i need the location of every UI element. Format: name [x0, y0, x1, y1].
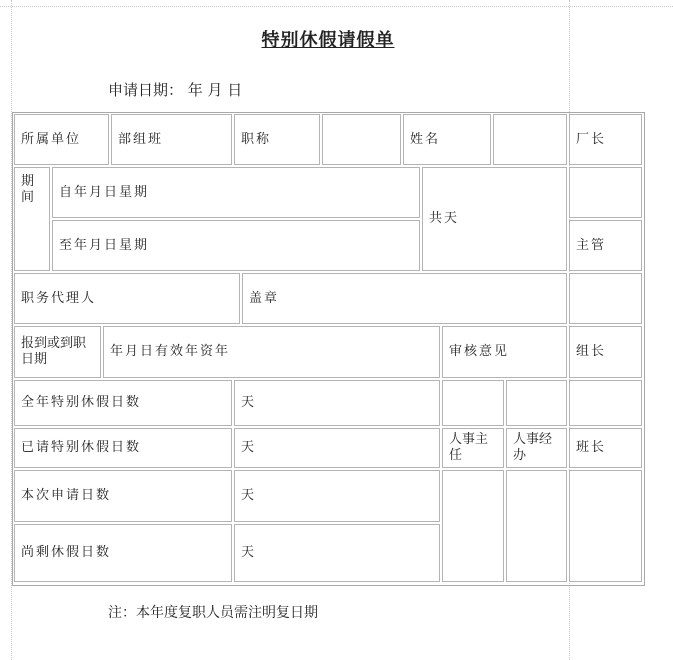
- total-days-label: 共天: [422, 167, 567, 271]
- factory-head-sign[interactable]: [569, 167, 642, 218]
- application-date: 申请日期： 年 月 日: [108, 81, 243, 99]
- name-value[interactable]: [493, 114, 567, 165]
- remaining-days-value[interactable]: 天: [234, 524, 440, 582]
- period-from-label: 自年月日星期: [52, 167, 420, 218]
- review-empty-2: [506, 380, 567, 426]
- remaining-days-label: 尚剩休假日数: [14, 524, 232, 582]
- position-value[interactable]: [322, 114, 401, 165]
- unit-label: 所属单位: [14, 114, 109, 165]
- hr-staff-label: 人事经办: [506, 428, 567, 468]
- supervisor-sign[interactable]: [569, 273, 642, 324]
- footer-note: 注：本年度复职人员需注明复日期: [108, 605, 318, 621]
- current-days-label: 本次申请日数: [14, 470, 232, 522]
- group-leader-label: 组长: [569, 326, 642, 378]
- position-label: 职称: [234, 114, 320, 165]
- shift-leader-label: 班长: [569, 428, 642, 468]
- review-opinion-label: 审核意见: [442, 326, 567, 378]
- valid-years-label: 年月日有效年资年: [103, 326, 440, 378]
- used-days-label: 已请特别休假日数: [14, 428, 232, 468]
- page-guide-top: [0, 6, 673, 7]
- review-empty-1: [442, 380, 504, 426]
- seal-label: 盖章: [242, 273, 567, 324]
- current-days-value[interactable]: 天: [234, 470, 440, 522]
- shift-leader-sign[interactable]: [569, 470, 642, 582]
- period-to-label: 至年月日星期: [52, 220, 420, 271]
- hr-head-label: 人事主任: [442, 428, 504, 468]
- annual-days-value[interactable]: 天: [234, 380, 440, 426]
- name-label: 姓名: [403, 114, 491, 165]
- hr-head-sign[interactable]: [442, 470, 504, 582]
- used-days-value[interactable]: 天: [234, 428, 440, 468]
- dept-label: 部组班: [111, 114, 232, 165]
- report-date-label: 报到或到职日期: [14, 326, 101, 378]
- factory-head-label: 厂长: [569, 114, 642, 165]
- form-title: 特别休假请假单: [261, 30, 395, 51]
- period-label: 期间: [14, 167, 50, 271]
- group-leader-sign[interactable]: [569, 380, 642, 426]
- supervisor-label: 主管: [569, 220, 642, 271]
- annual-days-label: 全年特别休假日数: [14, 380, 232, 426]
- agent-label: 职务代理人: [14, 273, 240, 324]
- hr-staff-sign[interactable]: [506, 470, 567, 582]
